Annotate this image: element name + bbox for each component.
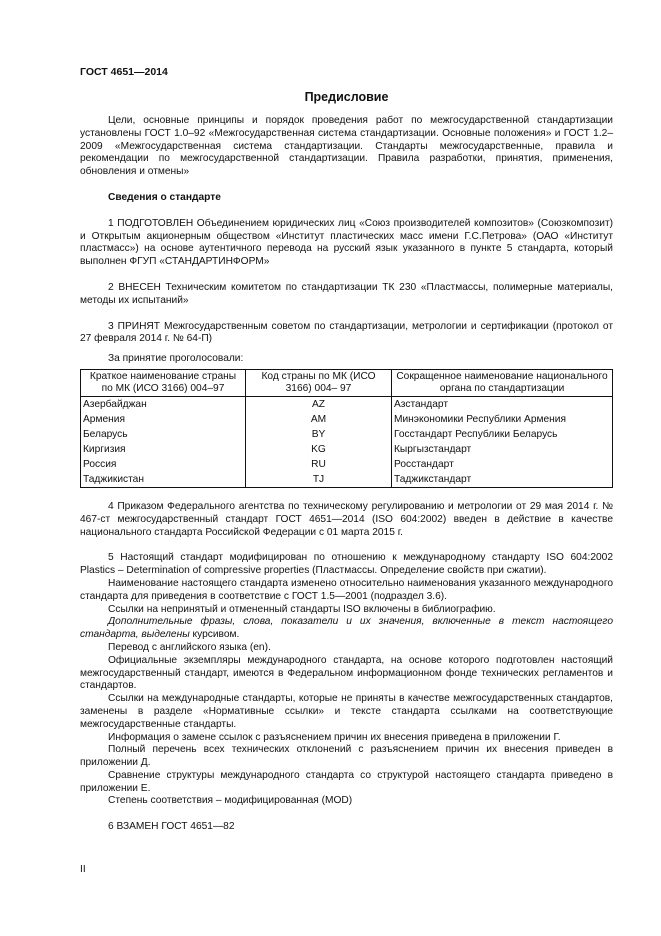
table-cell-code: TJ — [246, 472, 392, 488]
page-number: II — [80, 864, 86, 875]
document-code: ГОСТ 4651—2014 — [80, 66, 168, 78]
table-cell-country: Армения — [81, 412, 246, 427]
item-1-paragraph: 1 ПОДГОТОВЛЕН Объединением юридических лиц «Союз производителей композитов» (Союзкомпозит) и Открытым акционерным обществом «Институт пластических масс имени Г.С.Петрова» (ОАО «Институт пластмасс») на основе аутентичного перевода на русский язык указанного в пункте 5 стандарта, который выполнен ФГУП «СТАНДАРТИНФОРМ» — [80, 217, 613, 268]
page-title: Предисловие — [304, 90, 389, 104]
table-row — [81, 427, 613, 442]
table-row — [81, 396, 613, 412]
item-5-annex-e: Сравнение структуры международного стандарта со структурой настоящего стандарта приведено в приложении Е. — [80, 769, 613, 794]
table-row — [81, 442, 613, 457]
table-cell-code: BY — [246, 427, 392, 442]
table-cell-country: Беларусь — [81, 427, 246, 442]
table-cell-code: KG — [246, 442, 392, 457]
item-5-paragraph: 5 Настоящий стандарт модифицирован по отношению к международному стандарту ISO 604:2002 Plastics – Determination of compressive properties (Пластмассы. Определение свойств при сжатии). — [80, 552, 613, 577]
table-cell-country: Россия — [81, 457, 246, 472]
table-cell-body: Минэкономики Республики Армения — [392, 412, 613, 427]
item-5-official-copies: Официальные экземпляры международного стандарта, на основе которого подготовлен настоящий межгосударственный стандарт, имеются в Федеральном информационном фонде технических регламентов и стандартов. — [80, 654, 613, 692]
italic-note-text: Дополнительные фразы, слова, показатели и их значения, включенные в текст настоящего стандарта, выделены — [80, 616, 613, 641]
table-cell-country: Азербайджан — [81, 396, 246, 412]
vote-caption: За принятие проголосовали: — [108, 353, 244, 365]
table-header-code: Код страны по МК (ИСО 3166) 004– 97 — [246, 369, 392, 396]
table-cell-body: Таджикстандарт — [392, 472, 613, 488]
intro-paragraph: Цели, основные принципы и порядок проведения работ по межгосударственной стандартизации установлены ГОСТ 1.0–92 «Межгосударственная система стандартизации. Основные положения» и ГОСТ 1.2–2009 «Межгосударственная система стандартизации. Стандарты межгосударственные, правила и рекомендации по межгосударственной стандартизации. Правила разработки, принятия, применения, обновления и отмены» — [80, 115, 613, 178]
table-cell-code: AM — [246, 412, 392, 427]
item-5-bibliography-note: Ссылки на непринятый и отмененный стандарты ISO включены в библиографию. — [108, 603, 496, 615]
voting-countries-table — [80, 369, 613, 488]
item-5-conformity: Степень соответствия – модифицированная (MOD) — [108, 795, 353, 807]
item-3-paragraph: 3 ПРИНЯТ Межгосударственным советом по стандартизации, метрологии и сертификации (протокол от 27 февраля 2014 г. № 64-П) — [80, 320, 613, 345]
table-cell-code: RU — [246, 457, 392, 472]
table-cell-body: Кыргызстандарт — [392, 442, 613, 457]
section-subtitle: Сведения о стандарте — [108, 191, 221, 203]
item-5-title-change: Наименование настоящего стандарта изменено относительно наименования указанного международного стандарта для приведения в соответствие с ГОСТ 1.5—2001 (подраздел 3.6). — [80, 577, 613, 602]
table-cell-country: Таджикистан — [81, 472, 246, 488]
document-body — [80, 115, 613, 834]
table-header-country: Краткое наименование страны по МК (ИСО 3166) 004–97 — [81, 369, 246, 396]
italic-note-end: курсивом. — [192, 629, 240, 641]
item-5-references: Ссылки на международные стандарты, которые не приняты в качестве межгосударственных стандартов, заменены в разделе «Нормативные ссылки» и тексте стандарта ссылками на соответствующие межгосударственные стандарты. — [80, 693, 613, 730]
table-cell-code: AZ — [246, 396, 392, 412]
item-2-paragraph: 2 ВНЕСЕН Техническим комитетом по стандартизации ТК 230 «Пластмассы, полимерные материалы, методы их испытаний» — [80, 281, 613, 306]
table-header-row — [81, 369, 613, 396]
table-row — [81, 457, 613, 472]
item-6-paragraph: 6 ВЗАМЕН ГОСТ 4651—82 — [108, 821, 235, 833]
item-5-annex-d: Полный перечень всех технических отклонений с разъяснением причин их внесения приведен в приложении Д. — [80, 744, 613, 769]
table-cell-body: Азстандарт — [392, 396, 613, 412]
table-cell-body: Госстандарт Республики Беларусь — [392, 427, 613, 442]
table-header-body: Сокращенное наименование национального органа по стандартизации — [392, 369, 613, 396]
table-row — [81, 412, 613, 427]
item-4-paragraph: 4 Приказом Федерального агентства по техническому регулированию и метрологии от 29 мая 2014 г. № 467-ст межгосударственный стандарт ГОСТ 4651—2014 (ISO 604:2002) введен в действие в качестве национального стандарта Российской Федерации с 01 марта 2015 г. — [80, 500, 613, 538]
item-5-annex-g: Информация о замене ссылок с разъяснением причин их внесения приведена в приложении Г. — [108, 731, 561, 743]
item-5-translation: Перевод с английского языка (en). — [108, 641, 271, 653]
table-cell-body: Росстандарт — [392, 457, 613, 472]
table-cell-country: Киргизия — [81, 442, 246, 457]
item-5-italic-note — [80, 616, 613, 642]
table-row — [81, 472, 613, 488]
